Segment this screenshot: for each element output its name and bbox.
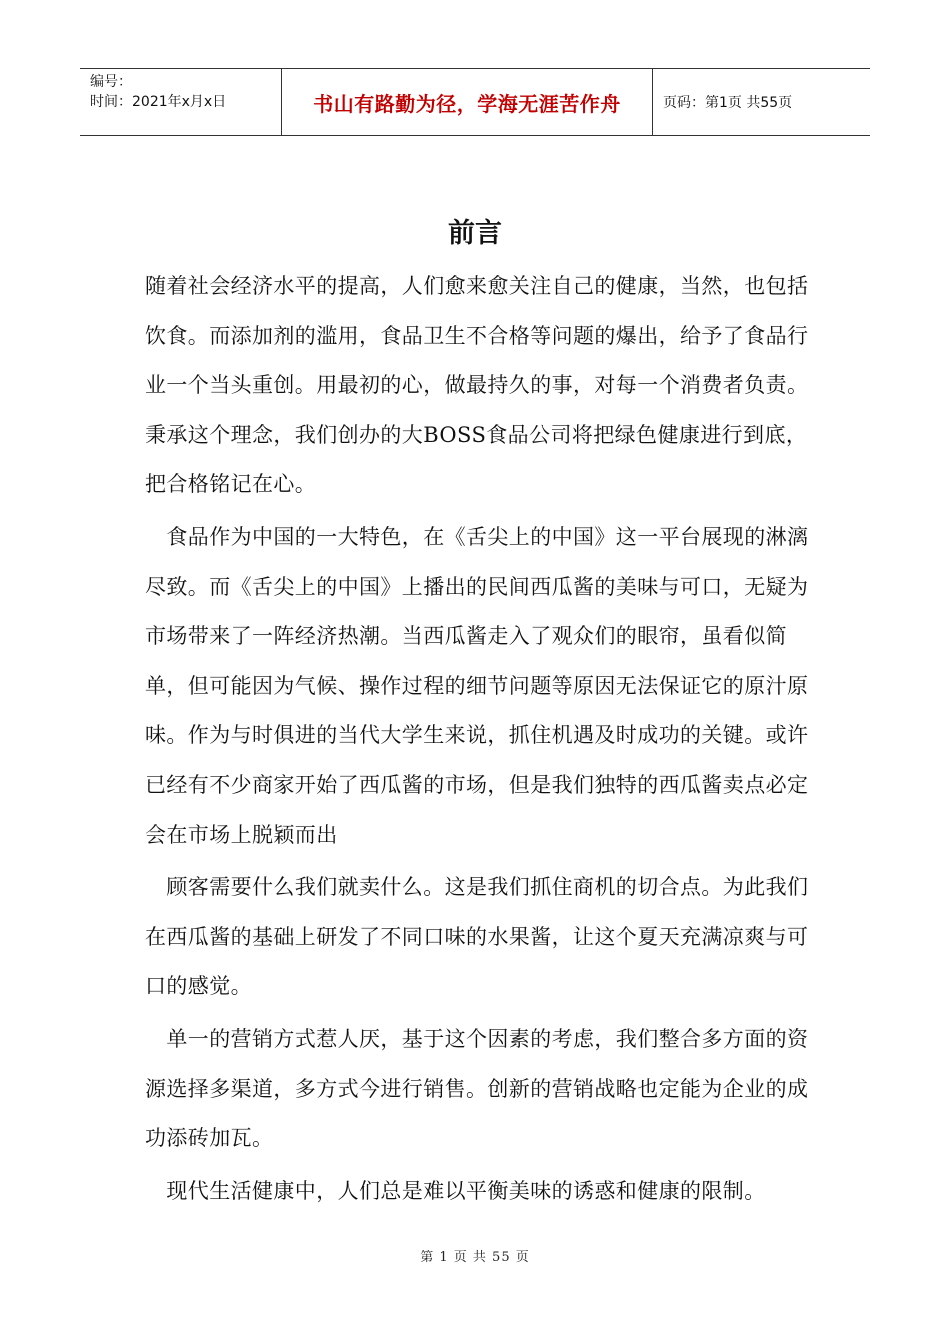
paragraph: 随着社会经济水平的提高，人们愈来愈关注自己的健康，当然，也包括饮食。而添加剂的滥用，食品卫生不合格等问题的爆出，给予了食品行业一个当头重创。用最初的心，做最持久的事，对每一个消费者负责。秉承这个理念，我们创办的大BOSS食品公司将把绿色健康进行到底，把合格铭记在心。: [145, 274, 809, 497]
page-header: [80, 68, 870, 136]
paragraph: 现代生活健康中，人们总是难以平衡美味的诱惑和健康的限制。: [145, 1178, 766, 1203]
paragraph: 顾客需要什么我们就卖什么。这是我们抓住商机的切合点。为此我们在西瓜酱的基础上研发了不同口味的水果酱，让这个夏天充满凉爽与可口的感觉。: [145, 875, 809, 999]
page-footer: 第 1 页 共 55 页: [420, 1250, 530, 1265]
date-line: 时间：2021年x月x日: [90, 94, 227, 110]
header-meta: [80, 69, 281, 135]
header-page-info: 页码：第1页 共55页: [663, 95, 793, 111]
header-motto: 书山有路勤为径，学海无涯苦作舟: [281, 69, 653, 135]
number-label: 编号：: [90, 74, 132, 90]
paragraph: 食品作为中国的一大特色，在《舌尖上的中国》这一平台展现的淋漓尽致。而《舌尖上的中国》上播出的民间西瓜酱的美味与可口，无疑为市场带来了一阵经济热潮。当西瓜酱走入了观众们的眼帘，虽看似简单，但可能因为气候、操作过程的细节问题等原因无法保证它的原汁原味。作为与时俱进的当代大学生来说，抓住机遇及时成功的关键。或许已经有不少商家开始了西瓜酱的市场，但是我们独特的西瓜酱卖点必定会在市场上脱颖而出: [145, 524, 809, 847]
paragraph: 单一的营销方式惹人厌，基于这个因素的考虑，我们整合多方面的资源选择多渠道，多方式今进行销售。创新的营销战略也定能为企业的成功添砖加瓦。: [145, 1026, 809, 1151]
page-title: 前言: [448, 218, 502, 249]
document-body: [145, 262, 825, 1216]
